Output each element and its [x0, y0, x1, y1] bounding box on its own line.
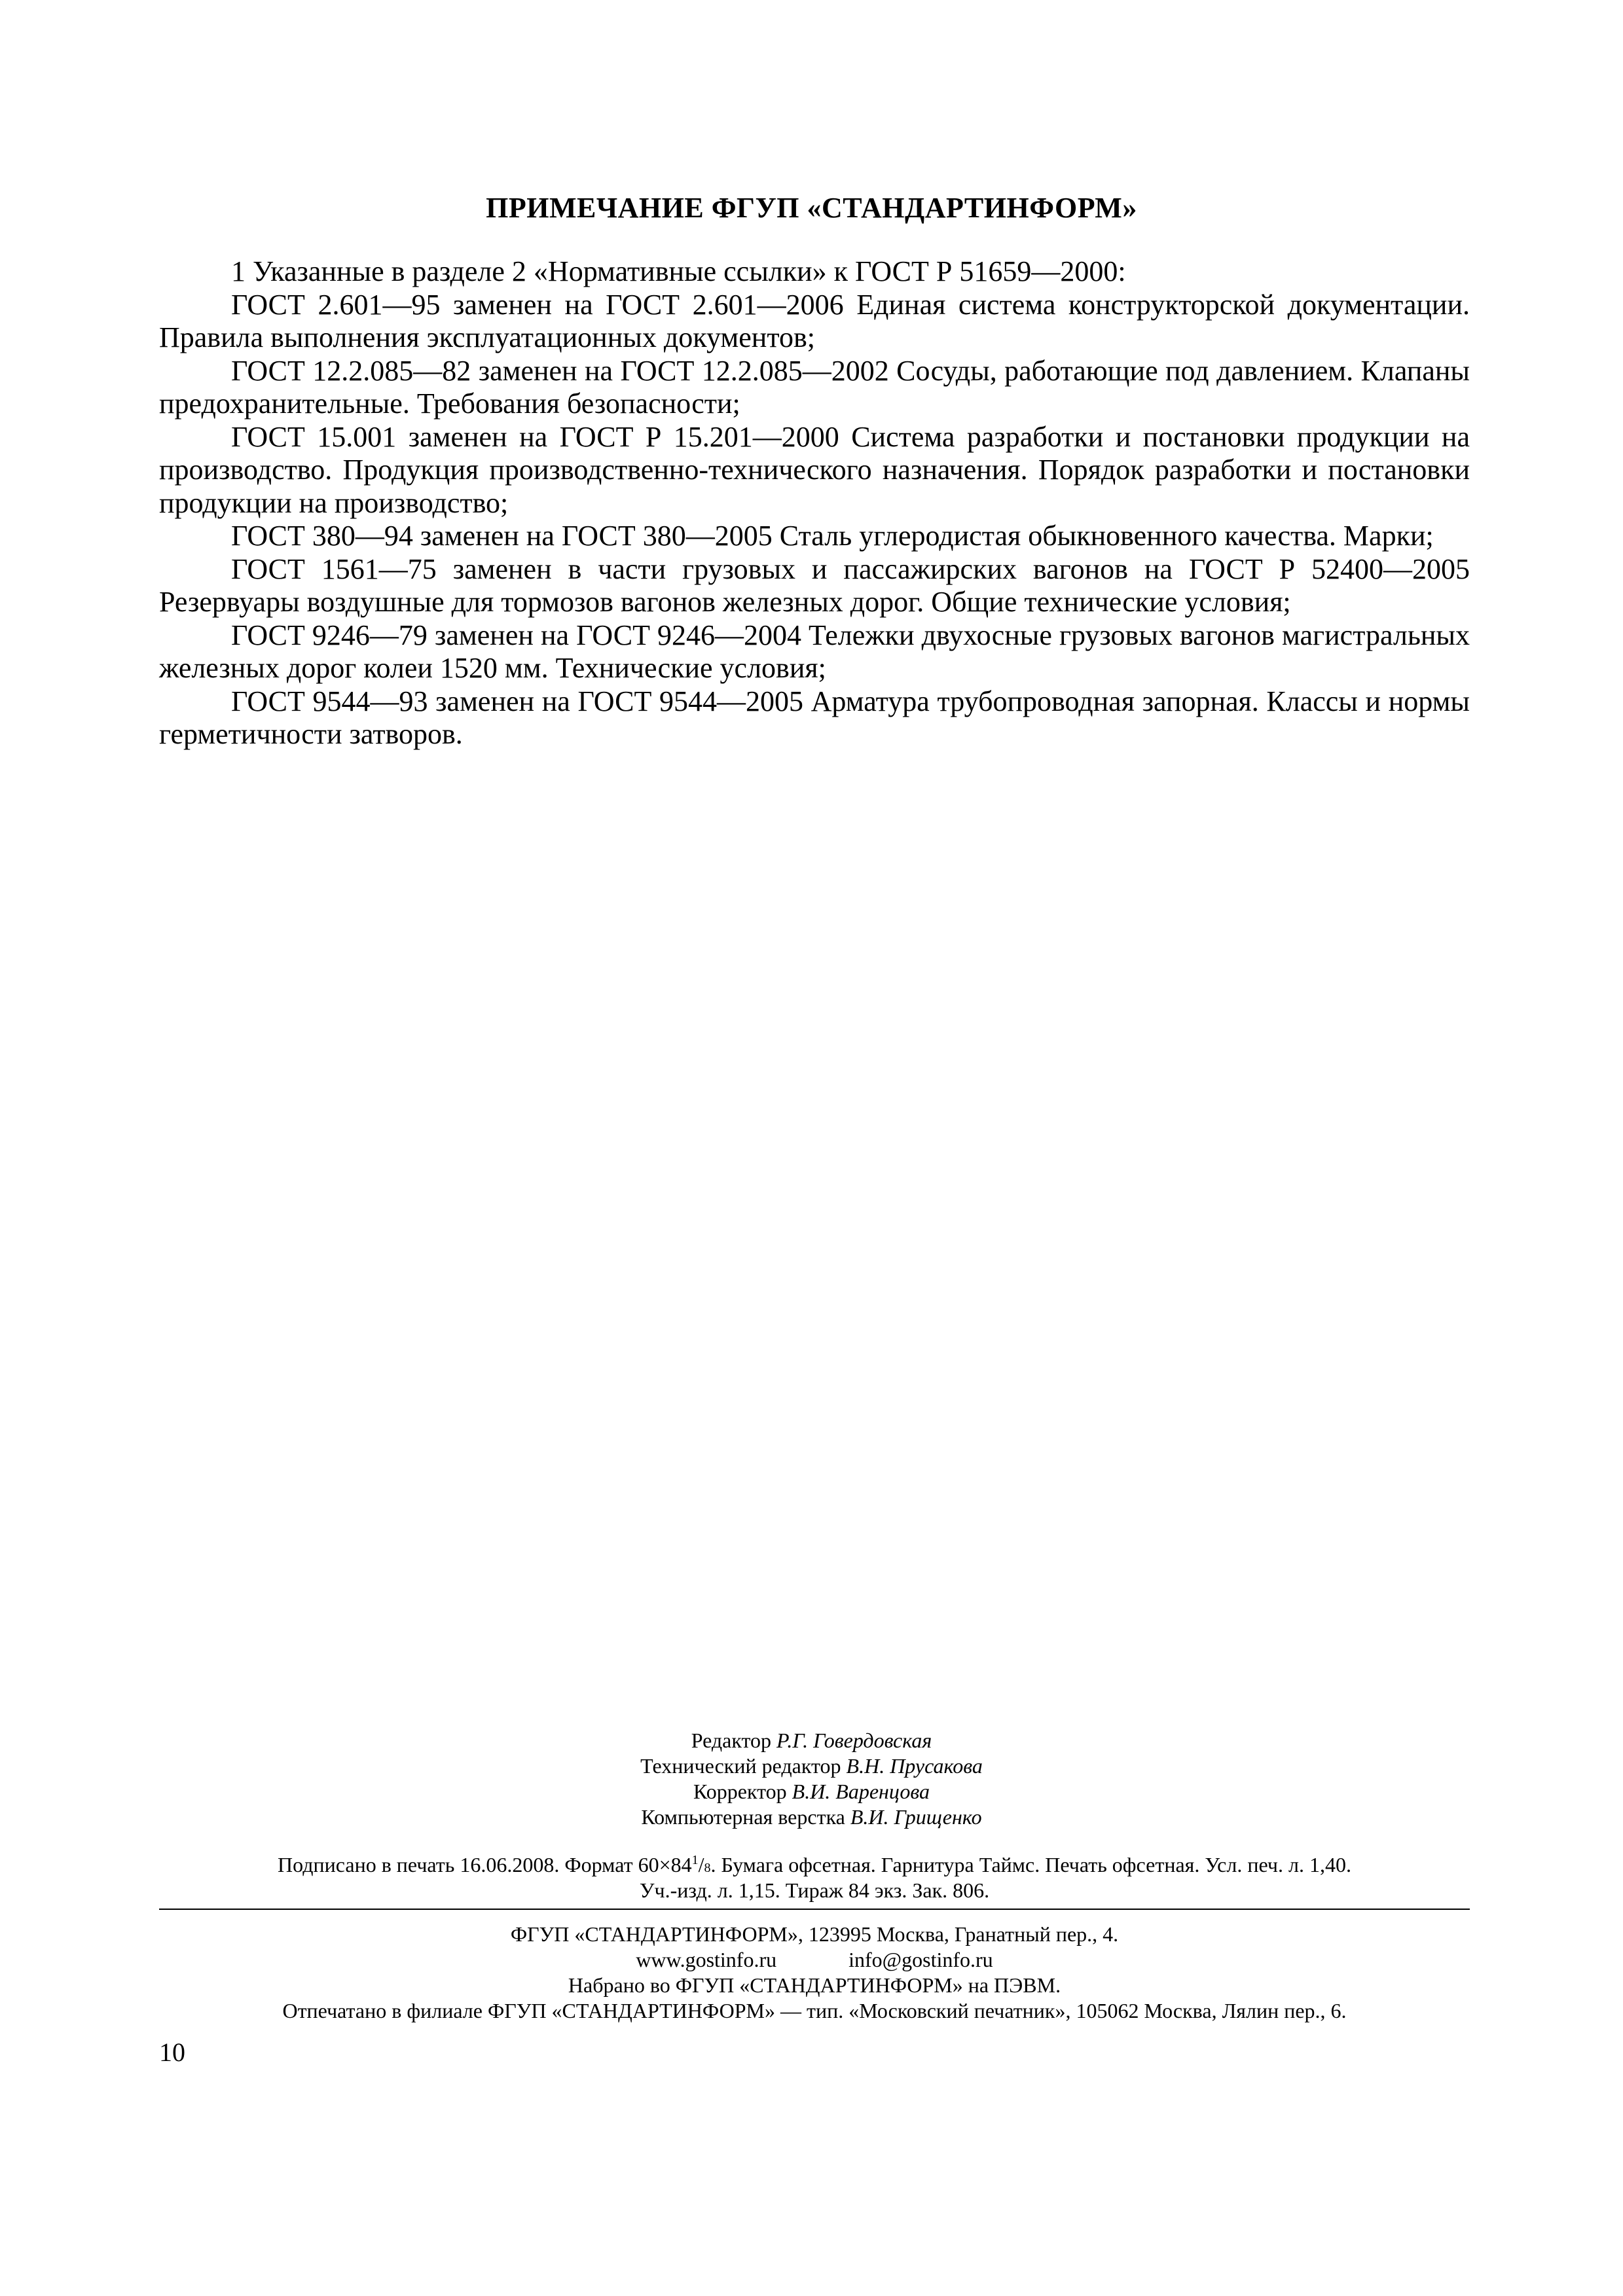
credit-row	[0, 1779, 1623, 1804]
credit-role: Редактор	[691, 1729, 772, 1752]
note-paragraph: ГОСТ 15.001 заменен на ГОСТ Р 15.201—2000 Система разработки и постановки продукции на производство. Продукция производственно-технического назначения. Порядок разработки и постановки продукции на производство;	[159, 420, 1470, 519]
printing-note: Отпечатано в филиале ФГУП «СТАНДАРТИНФОРМ» — тип. «Московский печатник», 105062 Москва, Лялин пер., 6.	[282, 1999, 1347, 2022]
format-fraction-denominator: 8	[704, 1861, 711, 1875]
note-paragraph: ГОСТ 2.601—95 заменен на ГОСТ 2.601—2006 Единая система конструкторской документации. Правила выполнения эксплуатационных документов;	[159, 288, 1470, 353]
publisher-website-link[interactable]: www.gostinfo.ru	[636, 1948, 777, 1971]
publisher-block	[159, 1922, 1470, 2024]
credits-block	[0, 1728, 1623, 1830]
imprint-block	[159, 1852, 1470, 1903]
credit-name: В.И. Варенцова	[792, 1780, 930, 1803]
note-body	[159, 255, 1470, 751]
note-paragraph: ГОСТ 9246—79 заменен на ГОСТ 9246—2004 Тележки двухосные грузовых вагонов магистральных железных дорог колеи 1520 мм. Технические условия;	[159, 619, 1470, 684]
publisher-email-link[interactable]: info@gostinfo.ru	[848, 1948, 993, 1971]
format-fraction-numerator: 1	[691, 1853, 699, 1867]
publisher-contacts	[159, 1947, 1470, 1973]
note-paragraph: ГОСТ 9544—93 заменен на ГОСТ 9544—2005 Арматура трубопроводная запорная. Классы и нормы герметичности затворов.	[159, 685, 1470, 750]
credit-row	[0, 1804, 1623, 1830]
divider-rule	[159, 1909, 1470, 1910]
credit-name: Р.Г. Говердовская	[776, 1729, 932, 1752]
note-paragraph: ГОСТ 12.2.085—82 заменен на ГОСТ 12.2.085—2002 Сосуды, работающие под давлением. Клапаны предохранительные. Требования безопасности;	[159, 354, 1470, 420]
credit-role: Технический редактор	[640, 1754, 841, 1778]
imprint-line	[159, 1852, 1470, 1878]
imprint-print-details: . Бумага офсетная. Гарнитура Таймс. Печать офсетная. Усл. печ. л. 1,40.	[710, 1853, 1351, 1876]
credit-name: В.Н. Прусакова	[846, 1754, 983, 1778]
note-title: ПРИМЕЧАНИЕ ФГУП «СТАНДАРТИНФОРМ»	[486, 192, 1137, 224]
credit-role: Корректор	[693, 1780, 787, 1803]
note-paragraph: 1 Указанные в разделе 2 «Нормативные ссылки» к ГОСТ Р 51659—2000:	[231, 255, 1126, 287]
publisher-address: ФГУП «СТАНДАРТИНФОРМ», 123995 Москва, Гранатный пер., 4.	[510, 1922, 1119, 1946]
imprint-line: Уч.-изд. л. 1,15. Тираж 84 экз. Зак. 806.	[639, 1878, 990, 1902]
credit-row	[0, 1728, 1623, 1753]
page-number: 10	[159, 2037, 185, 2067]
credit-name: В.И. Грищенко	[850, 1805, 982, 1829]
credit-row	[0, 1753, 1623, 1779]
format-fraction-separator: /	[698, 1853, 704, 1876]
credit-role: Компьютерная верстка	[641, 1805, 845, 1829]
imprint-format-text: Подписано в печать 16.06.2008. Формат 60×84	[278, 1853, 692, 1876]
typesetting-note: Набрано во ФГУП «СТАНДАРТИНФОРМ» на ПЭВМ.	[568, 1973, 1061, 1997]
note-paragraph: ГОСТ 380—94 заменен на ГОСТ 380—2005 Сталь углеродистая обыкновенного качества. Марки;	[231, 520, 1434, 552]
note-paragraph: ГОСТ 1561—75 заменен в части грузовых и пассажирских вагонов на ГОСТ Р 52400—2005 Резервуары воздушные для тормозов вагонов железных дорог. Общие технические условия;	[159, 552, 1470, 618]
